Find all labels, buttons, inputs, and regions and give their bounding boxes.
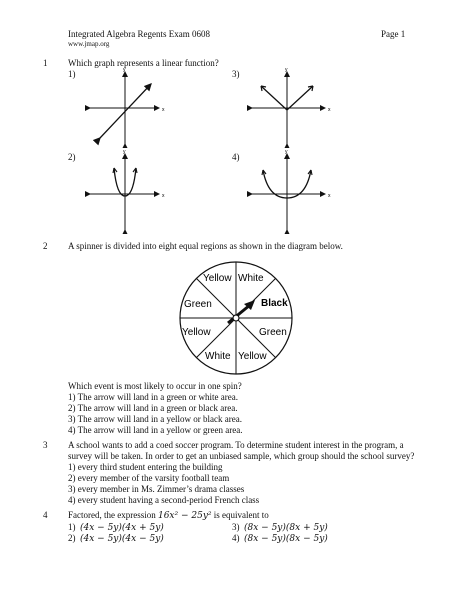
q4-choice-2-num: 2) [68, 533, 76, 543]
graph-option-2 [85, 148, 175, 234]
q2-text: A spinner is divided into eight equal regions as shown in the diagram below. [68, 241, 343, 251]
q2-choice-3[interactable]: 3) The arrow will land in a yellow or black area. [68, 414, 243, 424]
q2-choice-1[interactable]: 1) The arrow will land in a green or white area. [68, 392, 239, 402]
q4-choice-1-num: 1) [68, 522, 76, 532]
q4-text-after: is equivalent to [211, 510, 269, 520]
spinner-diagram [176, 260, 296, 378]
q2-choice-2[interactable]: 2) The arrow will land in a green or black area. [68, 403, 238, 413]
y-axis-label: y [285, 149, 288, 155]
q4-choice-2[interactable] [68, 533, 164, 545]
spinner-label-white-bottom: White [205, 351, 231, 362]
spinner-pivot [233, 315, 239, 321]
site-link[interactable]: www.jmap.org [68, 40, 110, 48]
q3-choice-1[interactable]: 1) every third student entering the building [68, 462, 223, 472]
q4-choice-3-expr: (8x − 5y)(8x + 5y) [244, 523, 328, 533]
q4-choice-1-expr: (4x − 5y)(4x + 5y) [80, 523, 164, 533]
x-axis-label: x [328, 107, 331, 113]
q3-number: 3 [43, 440, 48, 450]
x-axis-label: x [328, 193, 331, 199]
q3-text-line2: survey will be taken. In order to get an unbiased sample, which group should the school survey? [68, 451, 415, 461]
graph-option-1 [85, 66, 175, 148]
q1-option-1-label: 1) [68, 69, 76, 79]
exam-title: Integrated Algebra Regents Exam 0608 [68, 29, 210, 39]
q4-text-before: Factored, the expression [68, 510, 158, 520]
q1-option-4-label: 4) [232, 152, 240, 162]
q3-choice-4[interactable]: 4) every student having a second-period French class [68, 495, 260, 505]
spinner-label-green-left: Green [184, 299, 212, 310]
spinner-label-white-top: White [238, 273, 264, 284]
q4-expression: 16x² − 25y² [157, 511, 212, 521]
y-axis-label: y [285, 67, 288, 73]
spinner-label-green-right: Green [259, 327, 287, 338]
q1-option-2-label: 2) [68, 152, 76, 162]
spinner-label-yellow-bottom: Yellow [238, 351, 267, 362]
page-number: Page 1 [381, 29, 406, 39]
q4-choice-2-expr: (4x − 5y)(4x − 5y) [80, 534, 164, 544]
q2-number: 2 [43, 241, 48, 251]
q1-text: Which graph represents a linear function? [68, 58, 219, 68]
q4-choice-3-num: 3) [232, 522, 240, 532]
x-axis-label: x [162, 193, 165, 199]
q4-number: 4 [43, 510, 48, 520]
spinner-label-yellow-top: Yellow [203, 273, 232, 284]
graph-option-4 [247, 148, 337, 234]
q1-number: 1 [43, 58, 48, 68]
q4-choice-4-expr: (8x − 5y)(8x − 5y) [244, 534, 328, 544]
q1-option-3-label: 3) [232, 69, 240, 79]
spinner-label-black: Black [261, 298, 288, 309]
y-axis-label: y [123, 149, 126, 155]
graph-option-3 [247, 66, 337, 148]
q4-choice-4-num: 4) [232, 533, 240, 543]
q2-choice-4[interactable]: 4) The arrow will land in a yellow or green area. [68, 425, 243, 435]
q4-text [68, 510, 269, 522]
q3-text-line1: A school wants to add a coed soccer program. To determine student interest in the program, a [68, 440, 404, 450]
x-axis-label: x [162, 107, 165, 113]
q3-choice-3[interactable]: 3) every member in Ms. Zimmer’s drama classes [68, 484, 245, 494]
q2-question: Which event is most likely to occur in one spin? [68, 381, 242, 391]
spinner-label-yellow-left: Yellow [182, 327, 211, 338]
y-axis-label: y [123, 67, 126, 73]
q4-choice-4[interactable] [232, 533, 328, 545]
q3-choice-2[interactable]: 2) every member of the varsity football team [68, 473, 230, 483]
